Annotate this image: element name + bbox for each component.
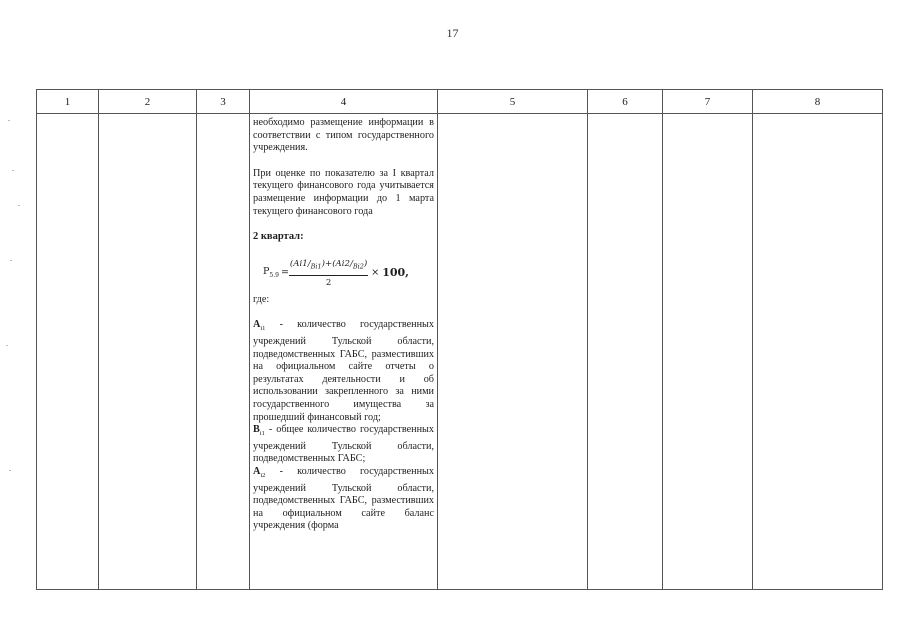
cell-col-4 — [250, 114, 438, 590]
cell-col-6 — [588, 114, 663, 590]
header-row — [37, 90, 883, 114]
formula-times: × — [371, 267, 380, 279]
cell-col-3 — [197, 114, 250, 590]
column-header-6: 6 — [588, 90, 663, 114]
column-header-5: 5 — [438, 90, 588, 114]
cell-col-2 — [99, 114, 197, 590]
formula-numerator: $(Ai1/_{Bi1})+(Ai2/_{Bi2})$ — [289, 258, 368, 275]
cell-col-1 — [37, 114, 99, 590]
paragraph-q1-rule: При оценке по показателю за I квартал текущего финансового года учитывается размещение информации до 1 марта текущего финансового года — [253, 167, 434, 217]
formula-fraction — [289, 258, 368, 289]
cell-col-7 — [663, 114, 753, 590]
scan-artifact — [6, 345, 8, 346]
scan-artifact — [8, 120, 10, 121]
formula — [263, 254, 434, 294]
formula-hundred: 100, — [382, 266, 410, 280]
where-label: где: — [253, 293, 270, 305]
column-header-8: 8 — [753, 90, 883, 114]
page-number: 17 — [446, 26, 459, 40]
scan-artifact — [9, 470, 11, 471]
table-row — [37, 114, 883, 590]
column-header-2: 2 — [99, 90, 197, 114]
formula-equals: = — [280, 267, 289, 279]
scan-artifact — [12, 170, 14, 171]
formula-denominator: 2 — [325, 277, 332, 288]
cell-col-8 — [753, 114, 883, 590]
column-header-1: 1 — [37, 90, 99, 114]
column-header-3: 3 — [197, 90, 250, 114]
paragraph-info-type: необходимо размещение информации в соответствии с типом государственного учреждения. — [253, 117, 434, 154]
document-table — [36, 89, 883, 590]
cell-col-5 — [438, 114, 588, 590]
scan-artifact — [10, 260, 12, 261]
formula-lhs: $P_{5.9}$ — [263, 265, 279, 279]
column-header-4: 4 — [250, 90, 438, 114]
scan-artifact — [18, 205, 20, 206]
column-header-7: 7 — [663, 90, 753, 114]
quarter-heading: 2 квартал: — [253, 231, 304, 243]
definition-b-i1: $В_{i1}$ - общее количество государственных учреждений Тульской области, подведомственных ГАБС; — [253, 424, 434, 465]
definition-a-i1: $А_{i1}$ - количество государственных учреждений Тульской области, подведомственных ГАБС, разместивших на официальном сайте отчеты о результатах деятельности и об использовании закрепленного за ними государственного имущества за прошедший финансовый год; — [253, 319, 434, 423]
definition-a-i2: $А_{i2}$ - количество государственных учреждений Тульской области, подведомственных ГАБС, разместивших на официальном сайте баланс учреждения (форма — [253, 465, 434, 532]
